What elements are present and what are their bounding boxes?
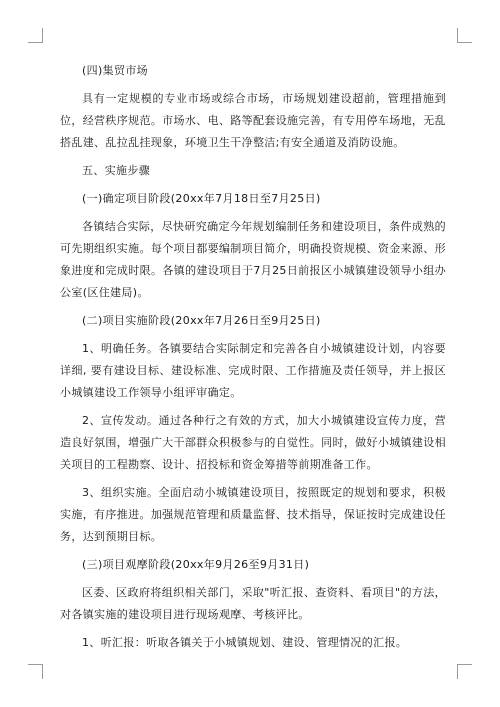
paragraph-organize: 3、组织实施。全面启动小城镇建设项目，按照既定的规划和要求，积极实施，有序推进。加强规范管理和质量监督、技术指导，保证按时完成建设任务，达到预期目标。 [60,486,446,543]
paragraph-listen-report: 1、听汇报：听取各镇关于小城镇规划、建设、管理情况的汇报。 [82,636,408,649]
paragraph-market-desc: 具有一定规模的专业市场或综合市场，市场规划建设超前，管理措施到位，经营秩序规范。市场水、电、路等配套设施完善，有专用停车场地，无乱搭乱建、乱拉乱挂现象，环境卫生干净整洁;有安全通道及消防设施。 [60,92,446,149]
document-body [60,60,446,660]
heading-stage-1: (一)确定项目阶段(20xx年7月18日至7月25日) [82,192,321,205]
heading-implementation-steps: 五、实施步骤 [82,164,151,177]
paragraph-publicity: 2、宣传发动。通过各种行之有效的方式，加大小城镇建设宣传力度，营造良好氛围，增强广大干部群众积极参与的自觉性。同时，做好小城镇建设相关项目的工程勘察、设计、招投标和资金筹措等前期准备工作。 [60,414,446,471]
heading-market: (四)集贸市场 [82,64,149,77]
heading-stage-2: (二)项目实施阶段(20xx年7月26日至9月25日) [82,314,321,327]
crop-mark-top-left [28,28,43,43]
paragraph-task-definition: 1、明确任务。各镇要结合实际制定和完善各自小城镇建设计划，内容要详细, 要有建设目标、建设标准、完成时限、工作措施及责任领导，并上报区小城镇建设工作领导小组评审确定。 [60,342,446,399]
heading-stage-3: (三)项目观摩阶段(20xx年9月26至9月31日) [82,558,310,571]
paragraph-stage-3: 区委、区政府将组织相关部门，采取"听汇报、查资料、看项目"的方法，对各镇实施的建设项目进行现场观摩、考核评比。 [60,586,446,621]
paragraph-stage-1: 各镇结合实际，尽快研究确定今年规划编制任务和建设项目，条件成熟的可先期组织实施。每个项目都要编制项目简介，明确投资规模、资金来源、形象进度和完成时限。各镇的建设项目于7月25日前报区小城镇建设领导小组办公室(区住建局)。 [60,220,446,299]
crop-mark-bottom-left [28,664,43,679]
crop-mark-bottom-right [457,664,472,679]
crop-mark-top-right [457,28,472,43]
